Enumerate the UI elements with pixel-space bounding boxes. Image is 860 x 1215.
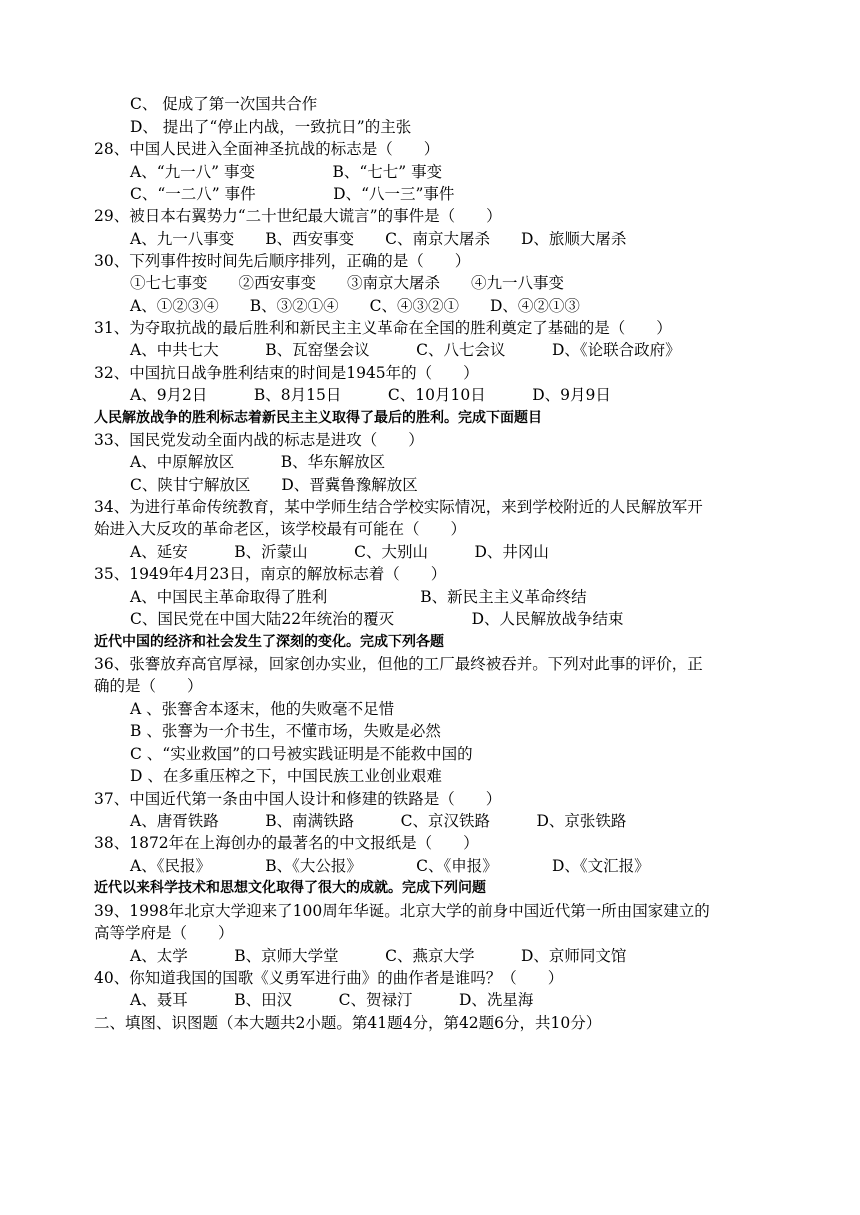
question-33: 33、国民党发动全面内战的标志是进攻（ ） xyxy=(94,431,424,449)
options-33-ab: A、中原解放区 B、华东解放区 xyxy=(130,453,386,471)
options-28-ab: A、“九一八” 事变 B、“七七” 事变 xyxy=(130,163,443,181)
question-39-line1: 39、1998年北京大学迎来了100周年华诞。北京大学的前身中国近代第一所由国家建立的 xyxy=(94,902,710,920)
options-33-cd: C、陕甘宁解放区 D、晋冀鲁豫解放区 xyxy=(130,476,418,494)
question-34-line2: 始进入大反攻的革命老区，该学校最有可能在（ ） xyxy=(94,520,467,538)
section-heading-2: 二、填图、识图题（本大题共2小题。第41题4分，第42题6分，共10分） xyxy=(94,1014,602,1032)
question-36-line1: 36、张謇放弃高官厚禄，回家创办实业，但他的工厂最终被吞并。下列对此事的评价，正 xyxy=(94,655,703,673)
question-34-line1: 34、为进行革命传统教育，某中学师生结合学校实际情况，来到学校附近的人民解放军开 xyxy=(94,498,703,516)
question-28: 28、中国人民进入全面神圣抗战的标志是（ ） xyxy=(94,140,440,158)
options-35-cd: C、国民党在中国大陆22年统治的覆灭 D、人民解放战争结束 xyxy=(130,610,624,628)
option-36-d: D 、在多重压榨之下，中国民族工业创业艰难 xyxy=(130,767,442,785)
question-40: 40、你知道我国的国歌《义勇军进行曲》的曲作者是谁吗？（ ） xyxy=(94,969,564,987)
question-31: 31、为夺取抗战的最后胜利和新民主主义革命在全国的胜利奠定了基础的是（ ） xyxy=(94,319,672,337)
question-36-line2: 确的是（ ） xyxy=(94,677,203,695)
section-intro-culture: 近代以来科学技术和思想文化取得了很大的成就。完成下列问题 xyxy=(94,880,486,896)
options-28-cd: C、“一二八” 事件 D、“八一三”事件 xyxy=(130,185,455,203)
events-30: ①七七事变 ②西安事变 ③南京大屠杀 ④九一八事变 xyxy=(130,274,565,292)
question-32: 32、中国抗日战争胜利结束的时间是1945年的（ ） xyxy=(94,364,479,382)
options-34: A、延安 B、沂蒙山 C、大别山 D、井冈山 xyxy=(130,543,549,561)
option-c-line: C、 促成了第一次国共合作 xyxy=(130,95,318,113)
options-31: A、中共七大 B、瓦窑堡会议 C、八七会议 D、《论联合政府》 xyxy=(130,341,681,359)
options-37: A、唐胥铁路 B、南满铁路 C、京汉铁路 D、京张铁路 xyxy=(130,812,627,830)
question-37: 37、中国近代第一条由中国人设计和修建的铁路是（ ） xyxy=(94,790,502,808)
option-d-line: D、 提出了“停止内战，一致抗日”的主张 xyxy=(130,118,412,136)
option-36-a: A 、张謇舍本逐末，他的失败毫不足惜 xyxy=(130,700,395,718)
question-29: 29、被日本右翼势力“二十世纪最大谎言”的事件是（ ） xyxy=(94,207,502,225)
question-35: 35、1949年4月23日，南京的解放标志着（ ） xyxy=(94,565,447,583)
question-38: 38、1872年在上海创办的最著名的中文报纸是（ ） xyxy=(94,834,479,852)
section-intro-economy: 近代中国的经济和社会发生了深刻的变化。完成下列各题 xyxy=(94,634,444,650)
section-intro-liberation-war: 人民解放战争的胜利标志着新民主主义取得了最后的胜利。完成下面题目 xyxy=(94,410,542,426)
option-36-b: B 、张謇为一介书生，不懂市场，失败是必然 xyxy=(130,722,441,740)
question-30: 30、下列事件按时间先后顺序排列，正确的是（ ） xyxy=(94,252,471,270)
option-36-c: C 、“实业救国”的口号被实践证明是不能救中国的 xyxy=(130,745,473,763)
options-40: A、聂耳 B、田汉 C、贺禄汀 D、冼星海 xyxy=(130,991,534,1009)
options-38: A、《民报》 B、《大公报》 C、《申报》 D、《文汇报》 xyxy=(130,857,650,875)
options-29: A、九一八事变 B、西安事变 C、南京大屠杀 D、旅顺大屠杀 xyxy=(130,230,627,248)
options-35-ab: A、中国民主革命取得了胜利 B、新民主主义革命终结 xyxy=(130,588,587,606)
question-39-line2: 高等学府是（ ） xyxy=(94,924,234,942)
options-30: A、①②③④ B、③②①④ C、④③②① D、④②①③ xyxy=(130,297,580,315)
options-32: A、9月2日 B、8月15日 C、10月10日 D、9月9日 xyxy=(130,386,611,404)
options-39: A、太学 B、京师大学堂 C、燕京大学 D、京师同文馆 xyxy=(130,947,627,965)
